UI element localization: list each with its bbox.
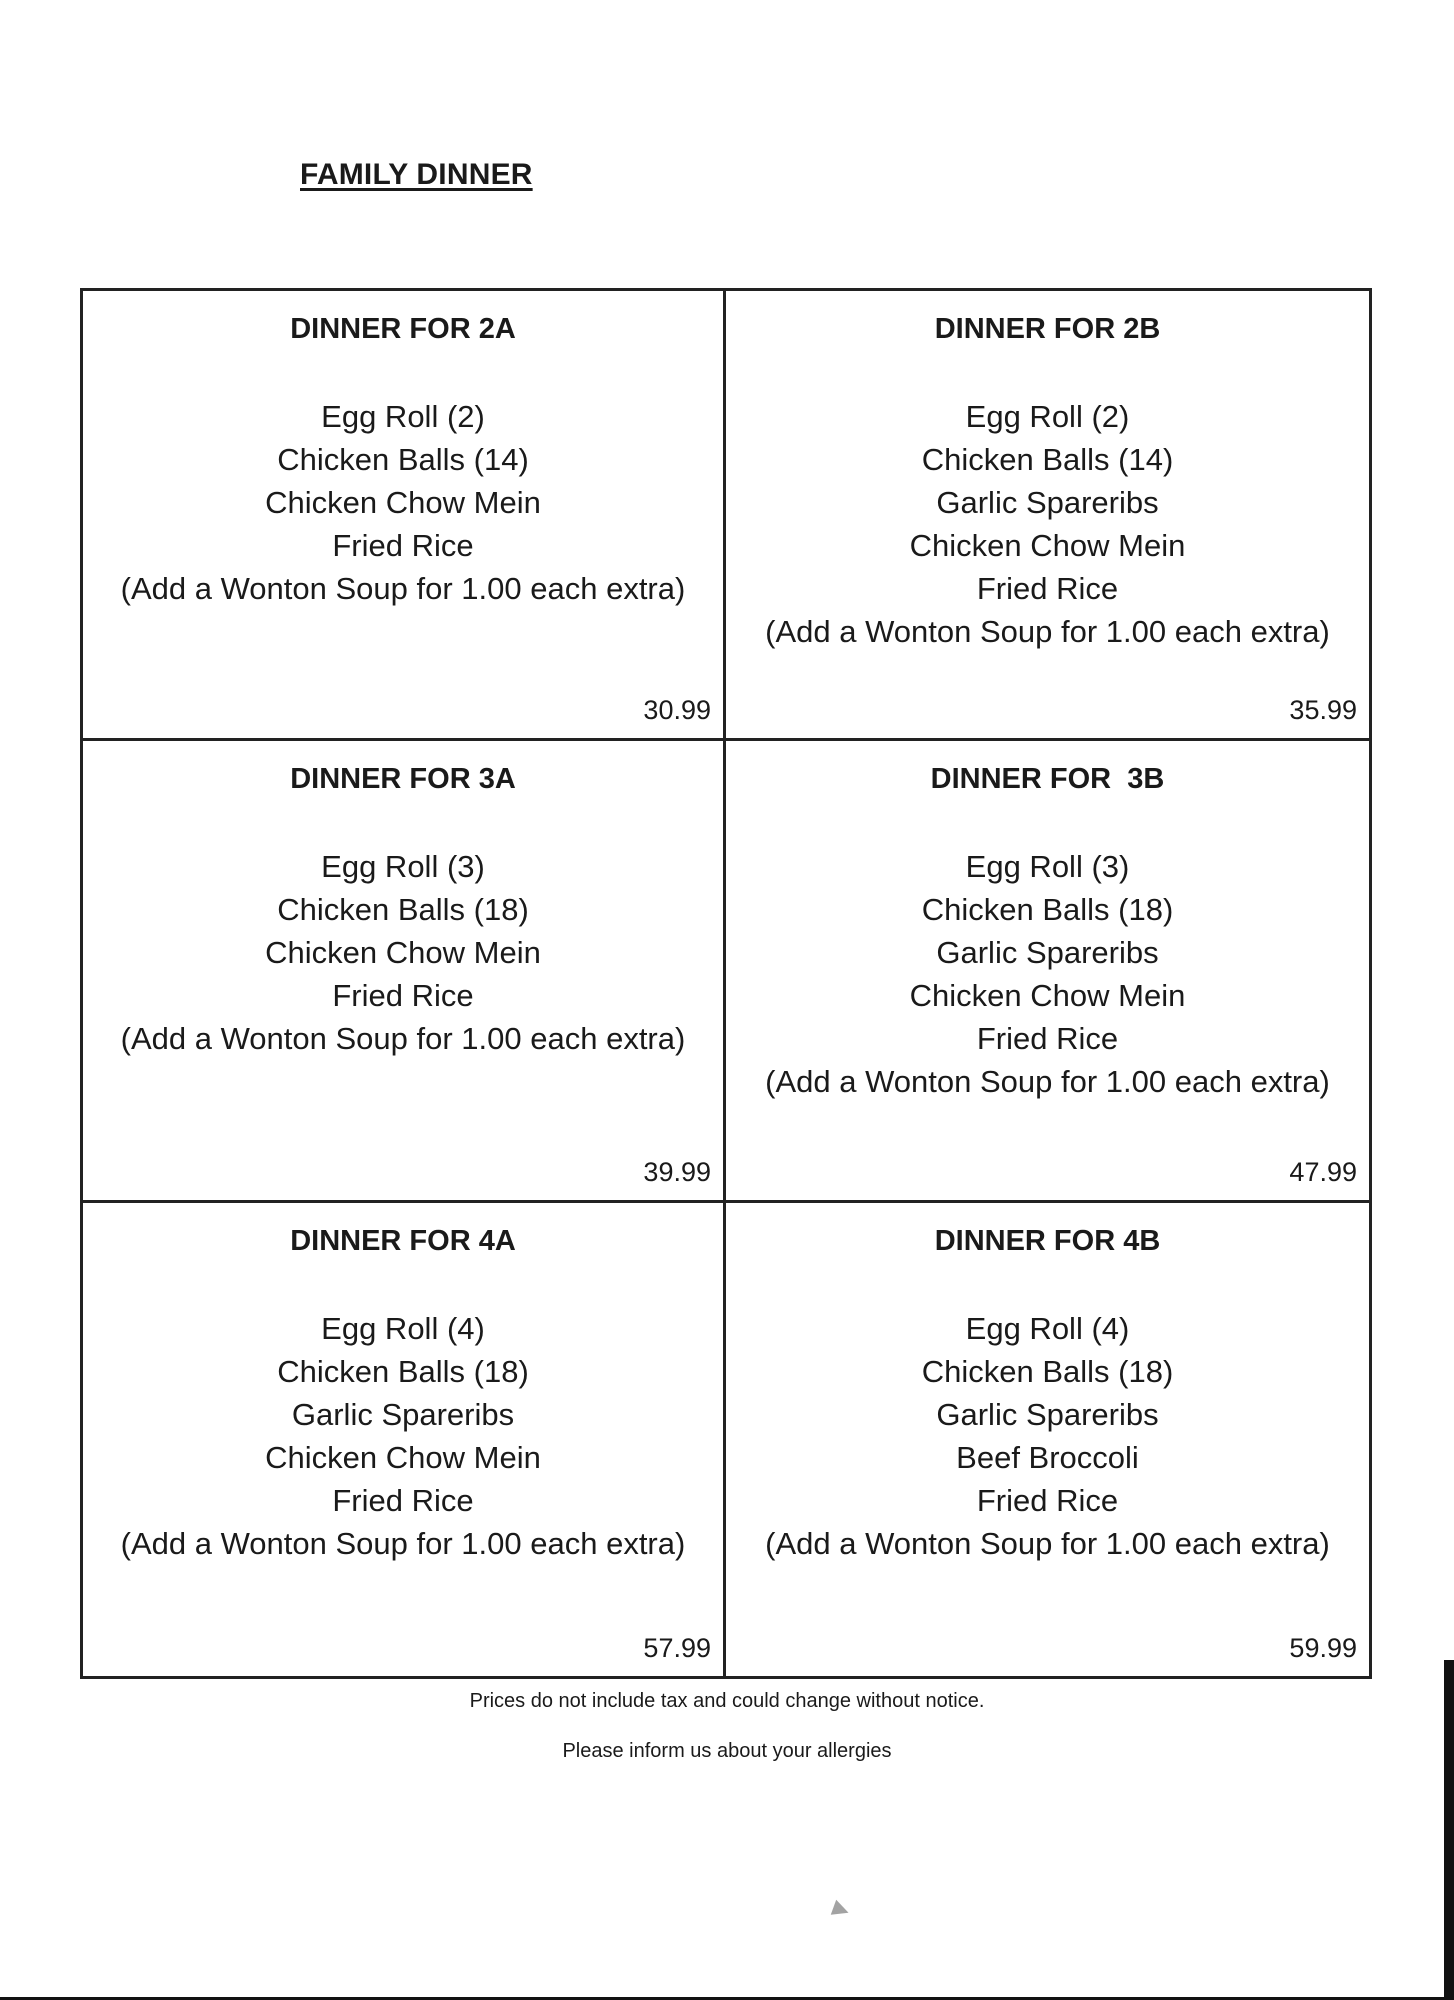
dinner-items (726, 395, 1369, 653)
menu-item: Fried Rice (332, 978, 474, 1013)
menu-item: (Add a Wonton Soup for 1.00 each extra) (765, 1064, 1330, 1099)
menu-item: Chicken Chow Mein (265, 485, 541, 520)
dinner-price: 57.99 (643, 1633, 711, 1663)
allergy-notice: Please inform us about your allergies (562, 1740, 892, 1762)
scan-speck (831, 1900, 852, 1921)
tax-notice: Prices do not include tax and could change without notice. (469, 1690, 985, 1712)
menu-item: Fried Rice (976, 1483, 1119, 1518)
menu-item: Chicken Balls (18) (921, 892, 1174, 927)
dinner-price: 30.99 (643, 695, 711, 725)
dinner-card-2a (83, 291, 726, 741)
menu-item: Fried Rice (976, 571, 1119, 606)
menu-item: Fried Rice (332, 1483, 474, 1518)
dinner-title: DINNER FOR 3A (290, 763, 516, 795)
dinner-title: DINNER FOR 4A (290, 1225, 516, 1257)
menu-item: Chicken Balls (18) (277, 892, 529, 927)
menu-item: (Add a Wonton Soup for 1.00 each extra) (765, 1526, 1330, 1561)
menu-item: Beef Broccoli (956, 1440, 1139, 1475)
menu-item: Garlic Spareribs (936, 1397, 1159, 1432)
menu-item: Egg Roll (3) (965, 849, 1130, 884)
menu-item: Chicken Balls (18) (277, 1354, 529, 1389)
menu-item: Egg Roll (2) (321, 399, 485, 434)
menu-item: (Add a Wonton Soup for 1.00 each extra) (765, 614, 1330, 649)
menu-item: Chicken Balls (14) (921, 442, 1174, 477)
menu-item: Chicken Balls (18) (921, 1354, 1174, 1389)
dinner-price: 39.99 (643, 1157, 711, 1187)
menu-item: Garlic Spareribs (936, 485, 1159, 520)
menu-item: Egg Roll (3) (321, 849, 485, 884)
dinner-title: DINNER FOR 2A (290, 313, 516, 345)
menu-item: Chicken Chow Mein (909, 528, 1186, 563)
dinner-card-3b (726, 741, 1369, 1203)
dinner-items (726, 1307, 1369, 1565)
menu-item: (Add a Wonton Soup for 1.00 each extra) (120, 571, 686, 606)
dinner-items (83, 845, 723, 1060)
menu-item: Chicken Chow Mein (265, 1440, 541, 1475)
dinner-card-4a (83, 1203, 726, 1676)
menu-item: (Add a Wonton Soup for 1.00 each extra) (120, 1021, 686, 1056)
dinner-card-4b (726, 1203, 1369, 1676)
menu-item: Fried Rice (976, 1021, 1119, 1056)
page-title: FAMILY DINNER (300, 158, 533, 191)
dinner-items (83, 395, 723, 610)
dinner-items (726, 845, 1369, 1103)
menu-item: Garlic Spareribs (291, 1397, 515, 1432)
dinner-card-2b (726, 291, 1369, 741)
menu-item: (Add a Wonton Soup for 1.00 each extra) (120, 1526, 686, 1561)
dinner-price: 59.99 (1289, 1633, 1357, 1663)
menu-item: Chicken Chow Mein (265, 935, 541, 970)
menu-item: Chicken Chow Mein (909, 978, 1186, 1013)
dinner-items (83, 1307, 723, 1565)
dinner-price: 47.99 (1289, 1157, 1357, 1187)
dinner-title: DINNER FOR 3B (930, 763, 1165, 795)
dinner-card-3a (83, 741, 726, 1203)
dinner-title: DINNER FOR 2B (934, 313, 1161, 345)
dinner-title: DINNER FOR 4B (934, 1225, 1161, 1257)
scan-edge-shadow (1444, 1660, 1454, 2000)
menu-item: Garlic Spareribs (936, 935, 1159, 970)
dinner-menu-grid (80, 288, 1372, 1679)
menu-item: Egg Roll (4) (321, 1311, 485, 1346)
menu-item: Egg Roll (4) (965, 1311, 1130, 1346)
menu-item: Fried Rice (332, 528, 474, 563)
dinner-price: 35.99 (1289, 695, 1357, 725)
menu-item: Egg Roll (2) (965, 399, 1130, 434)
menu-item: Chicken Balls (14) (277, 442, 529, 477)
